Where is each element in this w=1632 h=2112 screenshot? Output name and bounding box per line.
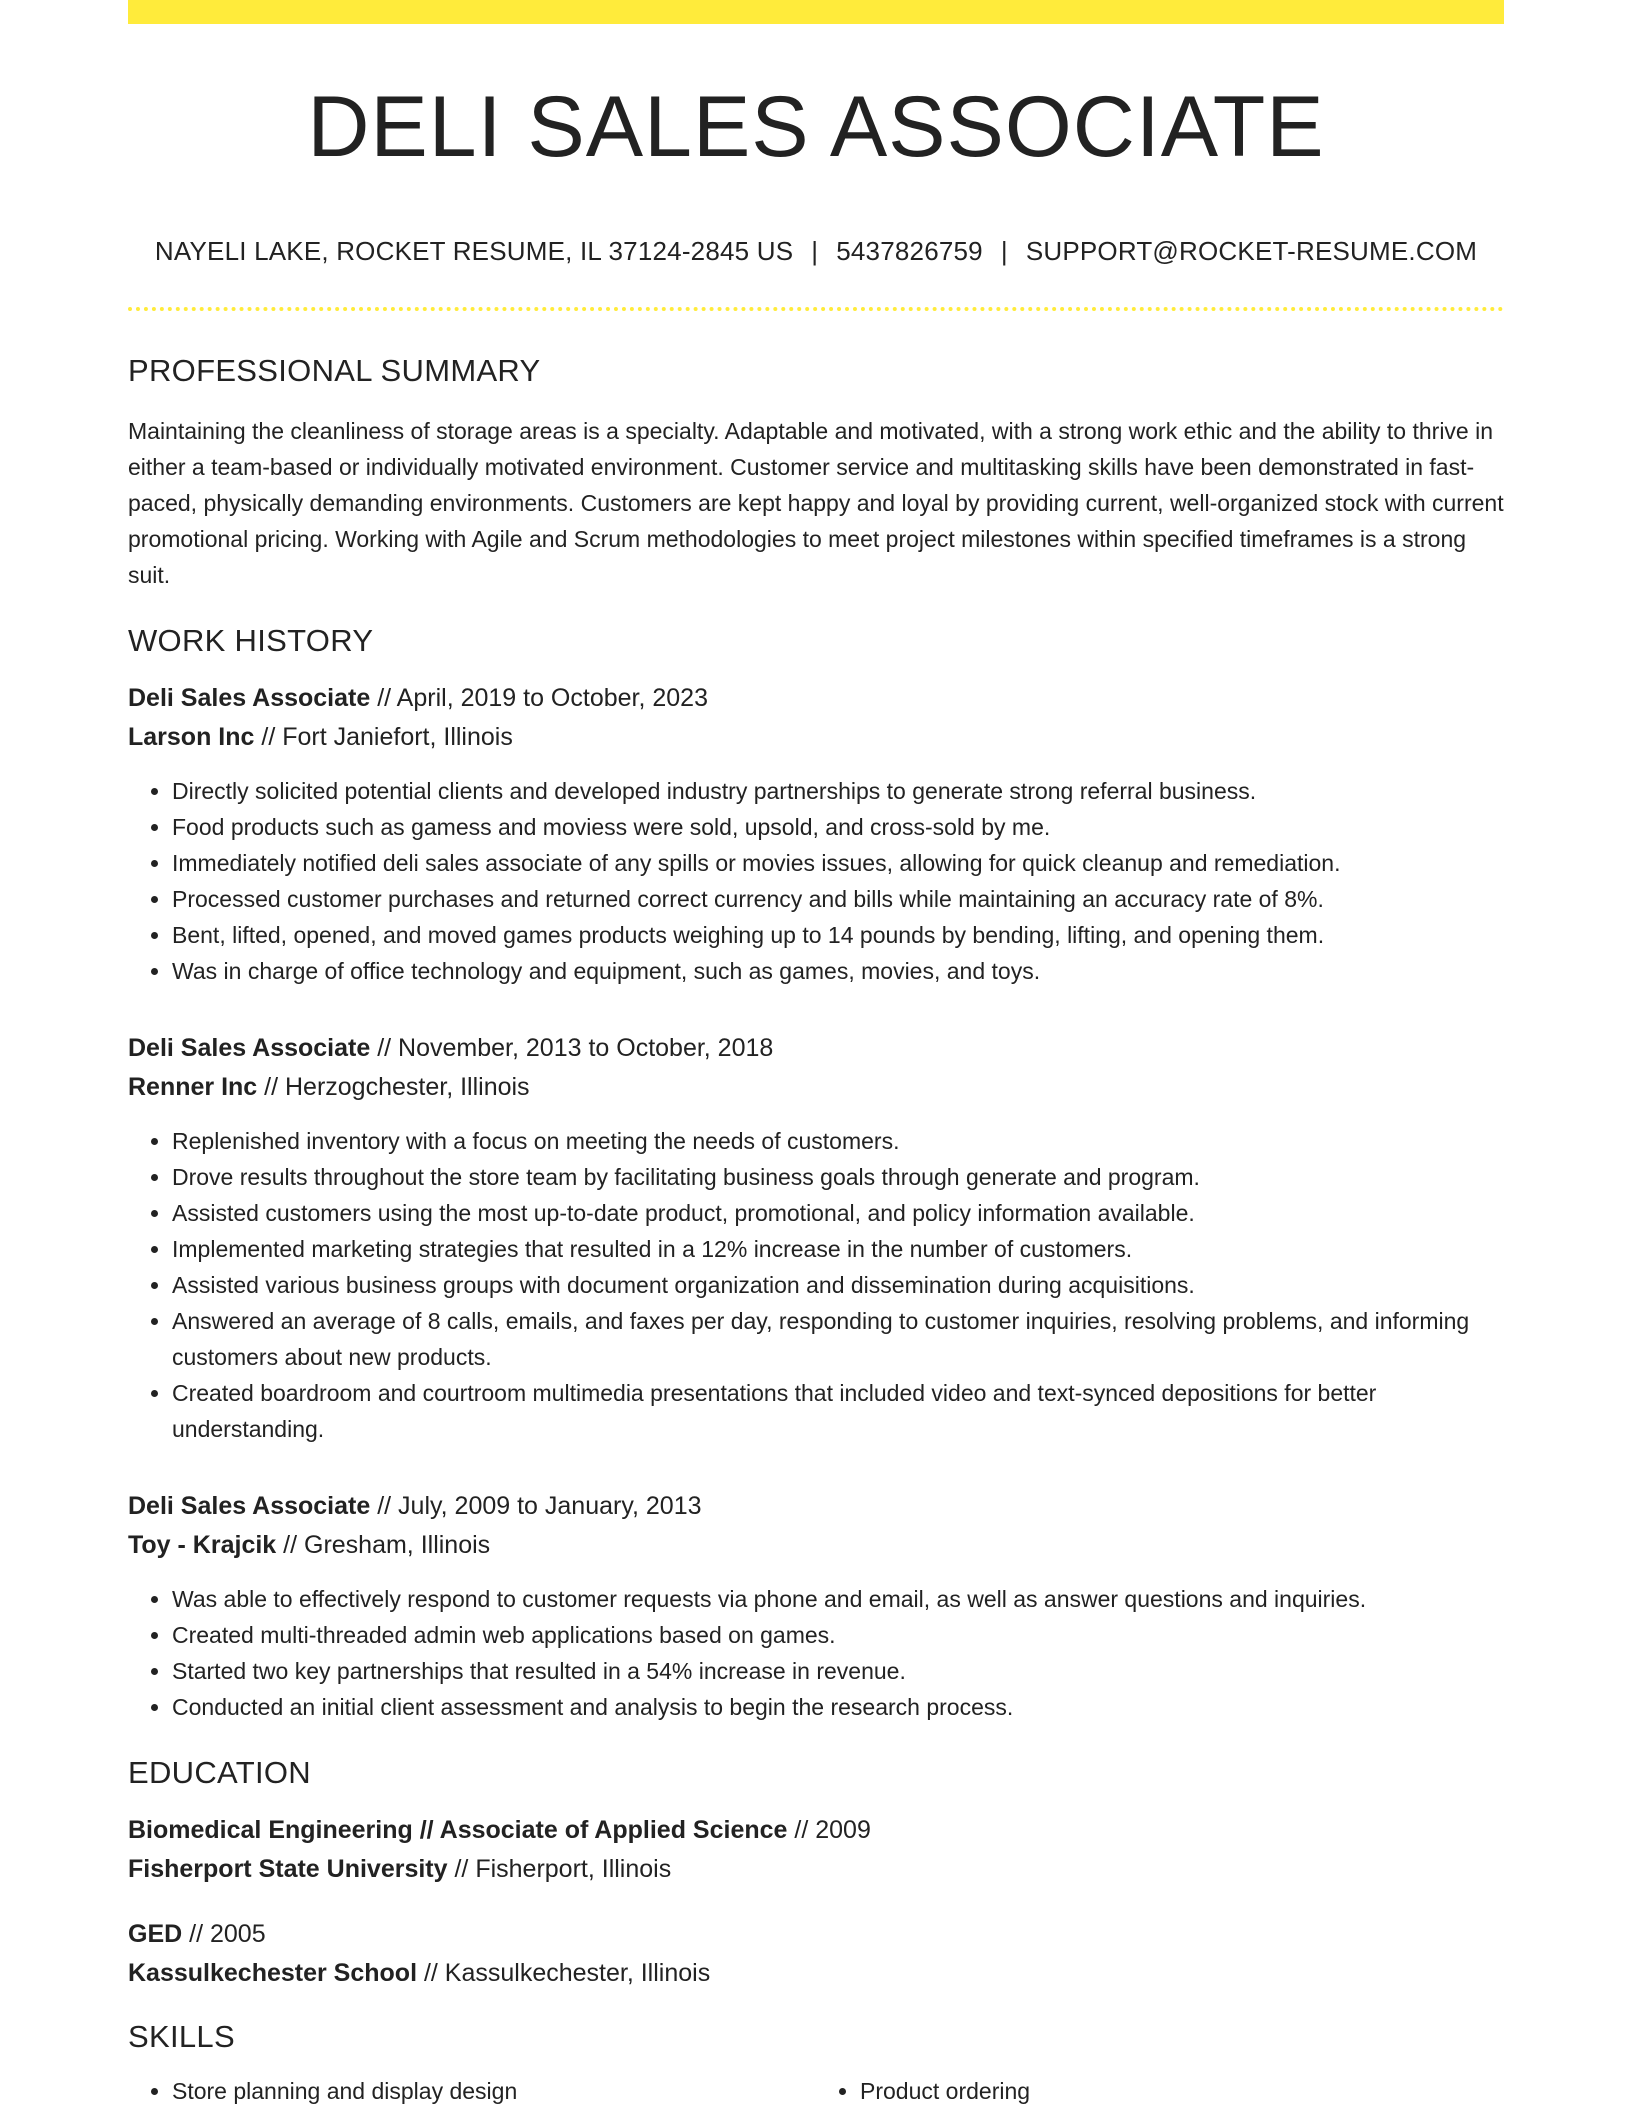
list-item: • Implemented marketing strategies that resulted in a 12% increase in the number of customers. bbox=[172, 1231, 1504, 1267]
list-item: • Conducted an initial client assessment and analysis to begin the research process. bbox=[172, 1689, 1504, 1725]
resume-title: DELI SALES ASSOCIATE bbox=[307, 79, 1325, 175]
job-dates: // November, 2013 to October, 2018 bbox=[377, 1034, 774, 1062]
education-school-line bbox=[128, 1954, 1504, 1993]
list-item: • Processed customer purchases and returned correct currency and bills while maintaining an accuracy rate of 8%. bbox=[172, 881, 1504, 917]
job-role: Deli Sales Associate bbox=[128, 1492, 371, 1520]
job-entry bbox=[128, 679, 1504, 989]
list-item: • Was able to effectively respond to customer requests via phone and email, as well as answer questions and inquiries. bbox=[172, 1581, 1504, 1617]
education-degree-line bbox=[128, 1811, 1504, 1850]
education-year: // 2009 bbox=[794, 1816, 871, 1844]
list-item: • Directly solicited potential clients and developed industry partnerships to generate strong referral business. bbox=[172, 773, 1504, 809]
skills-column-left bbox=[128, 2073, 816, 2109]
list-item: • Answered an average of 8 calls, emails, and faxes per day, responding to customer inquiries, resolving problems, and informing customers about new products. bbox=[172, 1303, 1504, 1375]
education-section bbox=[128, 1755, 1504, 1993]
education-school-line bbox=[128, 1850, 1504, 1889]
education-entry bbox=[128, 1811, 1504, 1889]
jobs-list bbox=[128, 679, 1504, 1725]
job-entry bbox=[128, 1487, 1504, 1725]
list-item: • Created multi-threaded admin web applications based on games. bbox=[172, 1617, 1504, 1653]
skills-grid bbox=[128, 2073, 1504, 2109]
list-item: • Product ordering bbox=[860, 2073, 1504, 2109]
list-item: • Drove results throughout the store team by facilitating business goals through generate and program. bbox=[172, 1159, 1504, 1195]
dotted-divider bbox=[128, 307, 1504, 311]
job-role-line bbox=[128, 679, 1504, 718]
work-history-section bbox=[128, 623, 1504, 1725]
resume-content bbox=[128, 0, 1504, 2109]
list-item: • Assisted customers using the most up-to-date product, promotional, and policy information available. bbox=[172, 1195, 1504, 1231]
summary-section bbox=[128, 353, 1504, 593]
job-company-line bbox=[128, 1526, 1504, 1565]
job-dates: // April, 2019 to October, 2023 bbox=[377, 684, 708, 712]
job-company-line bbox=[128, 1068, 1504, 1107]
skills-section bbox=[128, 2019, 1504, 2109]
list-item: • Started two key partnerships that resulted in a 54% increase in revenue. bbox=[172, 1653, 1504, 1689]
education-location: // Kassulkechester, Illinois bbox=[423, 1959, 711, 1987]
education-year: // 2005 bbox=[189, 1920, 266, 1948]
job-company: Renner Inc bbox=[128, 1073, 258, 1101]
summary-text: Maintaining the cleanliness of storage areas is a specialty. Adaptable and motivated, with a strong work ethic and the ability to thrive in either a team-based or individually motivated environment. Customer service and multitasking skills have been demonstrated in fast-paced, physically demanding environments. Customers are kept happy and loyal by providing current, well-organized stock with current promotional pricing. Working with Agile and Scrum methodologies to meet project milestones within specified timeframes is a strong suit. bbox=[128, 418, 1504, 588]
contact-line bbox=[128, 236, 1504, 267]
education-list bbox=[128, 1811, 1504, 1993]
education-degree: Biomedical Engineering // Associate of Applied Science bbox=[128, 1816, 788, 1844]
list-item: • Replenished inventory with a focus on meeting the needs of customers. bbox=[172, 1123, 1504, 1159]
education-location: // Fisherport, Illinois bbox=[454, 1855, 672, 1883]
contact-separator: | bbox=[1000, 236, 1008, 266]
job-role-line bbox=[128, 1487, 1504, 1526]
section-title-skills: SKILLS bbox=[128, 2019, 235, 2054]
job-bullets bbox=[128, 773, 1504, 989]
job-company-line bbox=[128, 718, 1504, 757]
job-role-line bbox=[128, 1029, 1504, 1068]
list-item: • Immediately notified deli sales associate of any spills or movies issues, allowing for quick cleanup and remediation. bbox=[172, 845, 1504, 881]
job-location: // Fort Janiefort, Illinois bbox=[261, 723, 513, 751]
job-location: // Gresham, Illinois bbox=[283, 1531, 491, 1559]
skills-column-right bbox=[816, 2073, 1504, 2109]
contact-address: NAYELI LAKE, ROCKET RESUME, IL 37124-2845 US bbox=[154, 236, 794, 266]
list-item: • Store planning and display design bbox=[172, 2073, 816, 2109]
list-item: • Bent, lifted, opened, and moved games products weighing up to 14 pounds by bending, lifting, and opening them. bbox=[172, 917, 1504, 953]
job-role: Deli Sales Associate bbox=[128, 1034, 371, 1062]
job-bullets bbox=[128, 1123, 1504, 1447]
job-company: Larson Inc bbox=[128, 723, 255, 751]
list-item: • Created boardroom and courtroom multimedia presentations that included video and text-synced depositions for better understanding. bbox=[172, 1375, 1504, 1447]
contact-email[interactable]: SUPPORT@ROCKET-RESUME.COM bbox=[1025, 236, 1478, 266]
job-location: // Herzogchester, Illinois bbox=[264, 1073, 530, 1101]
section-title-summary: PROFESSIONAL SUMMARY bbox=[128, 353, 541, 388]
education-degree-line bbox=[128, 1915, 1504, 1954]
list-item: • Was in charge of office technology and equipment, such as games, movies, and toys. bbox=[172, 953, 1504, 989]
job-bullets bbox=[128, 1581, 1504, 1725]
job-entry bbox=[128, 1029, 1504, 1447]
accent-bar bbox=[128, 0, 1504, 24]
list-item: • Assisted various business groups with document organization and dissemination during acquisitions. bbox=[172, 1267, 1504, 1303]
list-item: • Food products such as gamess and moviess were sold, upsold, and cross-sold by me. bbox=[172, 809, 1504, 845]
job-role: Deli Sales Associate bbox=[128, 684, 371, 712]
section-title-education: EDUCATION bbox=[128, 1755, 311, 1790]
job-dates: // July, 2009 to January, 2013 bbox=[377, 1492, 702, 1520]
contact-phone[interactable]: 5437826759 bbox=[836, 236, 983, 266]
education-entry bbox=[128, 1915, 1504, 1993]
job-company: Toy - Krajcik bbox=[128, 1531, 277, 1559]
education-school: Kassulkechester School bbox=[128, 1959, 418, 1987]
education-school: Fisherport State University bbox=[128, 1855, 448, 1883]
contact-separator: | bbox=[811, 236, 819, 266]
section-title-work: WORK HISTORY bbox=[128, 623, 374, 658]
education-degree: GED bbox=[128, 1920, 183, 1948]
